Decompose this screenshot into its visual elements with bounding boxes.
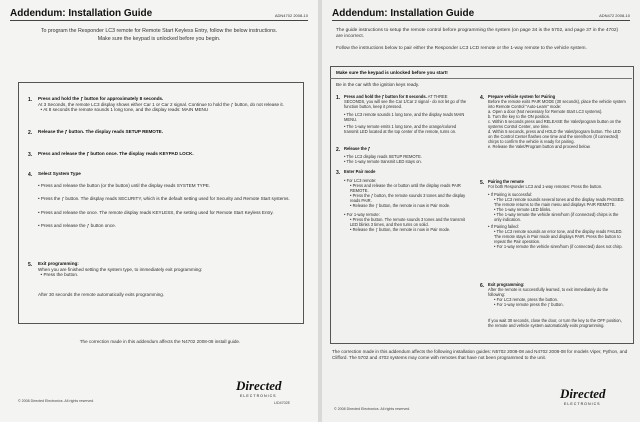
- left-header-code: ADN4702 2008-10: [274, 13, 308, 18]
- right-step-1: Press and hold the ƒ button for 8 seconds. AT THREE SECONDS, you will see the Car 1/Car 2 signal - do not let go of the function button, keep it pressed. • The LC3 remote sounds 1 long tone, and the display reads MAIN MENU. • The 1-way remote emits 1 long tone, and the orange/colored transmit LED located at the top center of the remote, turns on.: [344, 94, 470, 134]
- left-step-2: [38, 129, 296, 135]
- right-divider: [330, 78, 632, 79]
- left-step-2-title: Release the ƒ button. The display reads SETUP REMOTE.: [38, 129, 163, 134]
- right-step-3-item-1: • For LC3 remote:: [344, 178, 377, 183]
- right-step-5-item-2: • The LC3 remote sounds several tones and the display reads PASSED. The remote returns to the main menu and displays PAIR REMOTE.: [494, 197, 625, 207]
- right-step-1-bullet-1: • The LC3 remote sounds 1 long tone, and the display reads MAIN MENU.: [344, 112, 465, 122]
- right-step-4-item-e: e. Release the Valet/Program button and proceed below.: [488, 144, 591, 149]
- right-step-5: Pairing the remote For both Responder LC3 and 1-way remotes: Press the button. • If Pairing is successful: • The LC3 remote sounds several tones and the display reads PASSED. The remote returns to the main menu and displays PAIR REMOTE. • The 1-way remote LED blinks. • The 1-way remote the vehicle siren/horn (if connected) chirps is the only indication. • If Pairing failed: • The LC3 remote sounds an error tone, and the display reads FAILED. The remote stays in Pair mode and displays PAIR. Press the button to repeat the Pair operation. • For 1-way remote the vehicle siren/horn (if connected) does not chirp.: [488, 179, 625, 249]
- right-intro-line2: Follow the instructions below to pair either the Responder LC3 LCD remote or the 1-way remote to the vehicle system.: [336, 45, 587, 51]
- left-page: [0, 0, 318, 422]
- left-step-5-num: 5.: [28, 262, 33, 268]
- left-step-4-bullet-3: • Press and release the once. The remote display reads KEYLESS, the setting used for Remote Start Keyless Entry.: [38, 209, 274, 215]
- right-step-1-num: 1.: [336, 95, 341, 101]
- right-step-5-num: 5.: [480, 180, 485, 186]
- left-step-4-num: 4.: [28, 172, 33, 178]
- right-step-3-item-6: • Press the button. The remote sounds 3 tones and the transmit LED blinks 3 times, and then turns on solid.: [350, 217, 465, 227]
- right-step-1-bullet-2: • The 1-way remote emits 1 long tone, and the orange/colored transmit LED located at the top center of the remote, turns on.: [344, 124, 457, 134]
- right-step-4-item-d: d. Within 5 seconds, press and HOLD the Valet/program button. The LED on the Control Center flashes one time and the siren/horn (if connected) chirps to confirm the vehicle is ready for pairing.: [488, 129, 621, 144]
- right-header: [332, 6, 630, 21]
- right-step-5-item-4: • The 1-way remote the vehicle siren/horn (if connected) chirps is the only indication.: [494, 212, 619, 222]
- left-step-3-title: Press and release the ƒ button once. The display reads KEYPAD LOCK.: [38, 151, 194, 156]
- right-step-3-item-5: • For 1-way remote:: [344, 212, 380, 217]
- right-step-3-num: 3.: [336, 170, 341, 176]
- left-step-5-body: When you are finished setting the system type, to immediately exit programming:: [38, 266, 203, 272]
- left-header: [10, 6, 308, 21]
- right-step-5-item-1: • If Pairing is successful:: [488, 192, 533, 197]
- left-correction: The correction made in this addendum affects the N4702 2008-08 install guide.: [79, 339, 241, 344]
- right-step-2: Release the ƒ • The LC3 display reads SETUP REMOTE. • The 1-way remote transmit LED stays on.: [344, 146, 470, 164]
- right-step-6: Exit programming: After the remote is successfully learned, to exit immediately do the following: • For LC3 remote, press the button. • For 1-way remote press the ƒ button.: [488, 282, 626, 307]
- right-step-4-item-a: a. Open a door (Not necessary for Remote Start LC3 systems).: [488, 109, 603, 114]
- right-step-3: Enter Pair mode • For LC3 remote: • Press and release the or button until the display reads PAIR REMOTE. • Press the ƒ button, the remote sounds 3 tones and the display reads PAIR. • Release the ƒ button, the remote is now in Pair mode. • For 1-way remote: • Press the button. The remote sounds 3 tones and the transmit LED blinks 3 times, and then turns on solid. • Release the ƒ button, the remote is now in Pair mode.: [344, 169, 470, 232]
- right-step-3-item-4: • Release the ƒ button, the remote is now in Pair mode.: [350, 203, 451, 208]
- left-step-4-bullet-2: • Press the ƒ button. The display reads SECURITY, which is the default setting used for Security and Remote Start systems.: [38, 196, 290, 202]
- left-step-4-title: Select System Type: [38, 171, 81, 176]
- left-header-title: Addendum: Installation Guide: [10, 8, 153, 19]
- right-step-5-item-7: • For 1-way remote the vehicle siren/horn (if connected) does not chirp.: [494, 244, 623, 249]
- right-step-2-bullet-1: • The LC3 display reads SETUP REMOTE.: [344, 154, 422, 159]
- right-step-4-item-c: c. Within 5 seconds press and RELEASE the Valet/program button on the systems Control Center, one time.: [488, 119, 622, 129]
- right-step-4-item-b: b. Turn the key to the ON position.: [488, 114, 551, 119]
- right-intro: [336, 28, 626, 52]
- right-step-3-item-2: • Press and release the or button until the display reads PAIR REMOTE.: [350, 183, 461, 193]
- left-step-3: [38, 151, 296, 157]
- left-intro-line2: Make sure the keypad is unlocked before you begin.: [97, 35, 221, 42]
- left-step-4-bullet-4: • Press and release the ƒ button once.: [38, 223, 116, 229]
- right-step-6-item-1: • For LC3 remote, press the button.: [494, 297, 559, 302]
- right-step-4: Prepare vehicle system for Pairing Before the remote exits PAIR MODE (30 seconds), place the vehicle system into Remote Control "Auto-Learn" mode: a. Open a door (Not necessary for Remote Start LC3 systems). b. Turn the key to the ON position. c. Within 5 seconds press and RELEASE the Valet/program button on the systems Control Center, one time. d. Within 5 seconds, press and HOLD the Valet/program button. The LED on the Control Center flashes one time and the siren/horn (if connected) chirps to confirm the vehicle is ready for pairing. e. Release the Valet/Program button and proceed below.: [488, 94, 626, 149]
- right-logo-sub: ELECTRONICS: [564, 402, 601, 406]
- right-page: [322, 0, 640, 422]
- right-ignition-note: Be in the car with the ignition keys ready.: [336, 82, 420, 87]
- left-step-5: Exit programming: When you are finished setting the system type, to immediately exit programming: • Press the button.: [38, 261, 203, 278]
- left-step-5-title: Exit programming:: [38, 261, 79, 266]
- right-step-5-item-5: • If Pairing failed:: [488, 224, 519, 229]
- left-copyright: © 2008 Directed Electronics. All rights reserved.: [18, 399, 95, 403]
- left-logo-code: LID4702E: [274, 401, 290, 405]
- left-step-1-num: 1.: [28, 97, 33, 103]
- right-step-5-item-6: • The LC3 remote sounds an error tone, and the display reads FAILED. The remote stays in Pair mode and displays PAIR. Press the button to repeat the Pair operation.: [494, 229, 623, 244]
- right-copyright: © 2008 Directed Electronics. All rights reserved.: [334, 407, 411, 411]
- right-header-code: ADN472 2008-10: [599, 13, 630, 18]
- right-header-title: Addendum: Installation Guide: [332, 8, 475, 19]
- left-intro: [14, 28, 304, 43]
- left-step-4-bullet-1: • Press and release the button (or the button) until the display reads SYSTEM TYPE.: [38, 182, 211, 188]
- left-logo: Directed: [236, 378, 282, 393]
- right-keypad-note: Make sure the keypad is unlocked before you start!: [336, 70, 448, 75]
- left-step-1-body: At 3 Seconds, the remote LC3 display shows either Car 1 or Car 2 signal. Continue to hold the ƒ button, do not release it.: [38, 101, 284, 107]
- left-step-1: Press and hold the ƒ button for approximately 8 seconds. At 3 Seconds, the remote LC3 display shows either Car 1 or Car 2 signal. Continue to hold the ƒ button, do not release it. • At 8 seconds the remote sounds 1 long tone, and the display reads: MAIN MENU: [38, 96, 284, 113]
- right-auto-exit: If you wait 30 seconds, close the door, or turn the key to the OFF position, the remote and vehicle system automatically exits programming.: [488, 318, 622, 328]
- left-intro-line1: To program the Responder LC3 remote for Remote Start Keyless Entry, follow the below instructions.: [40, 28, 278, 34]
- right-step-4-num: 4.: [480, 95, 485, 101]
- left-step-1-bullet: At 8 seconds the remote sounds 1 long tone, and the display reads: MAIN MENU: [43, 107, 209, 113]
- right-step-3-item-7: • Release the ƒ button, the remote is now in Pair mode.: [350, 227, 451, 232]
- right-step-2-num: 2.: [336, 147, 341, 153]
- right-step-6-num: 6.: [480, 283, 485, 289]
- left-logo-sub: ELECTRONICS: [240, 394, 277, 398]
- left-step-2-num: 2.: [28, 130, 33, 136]
- left-auto-exit: After 30 seconds the remote automatically exits programming.: [38, 292, 165, 297]
- right-step-3-item-3: • Press the ƒ button, the remote sounds 3 tones and the display reads PAIR.: [350, 193, 466, 203]
- left-step-4: [38, 171, 296, 229]
- right-intro-line1: The guide instructions to setup the remote control before programming the system (on page 34 is the 5702, and page 37 in the 4702) are incorrect.: [336, 28, 619, 40]
- left-step-3-num: 3.: [28, 152, 33, 158]
- right-step-6-item-2: • For 1-way remote press the ƒ button.: [494, 302, 564, 307]
- right-step-5-item-3: • The 1-way remote LED blinks.: [494, 207, 552, 212]
- right-step-2-bullet-2: • The 1-way remote transmit LED stays on.: [344, 159, 422, 164]
- right-logo: Directed: [560, 386, 606, 401]
- left-step-5-bullet: Press the button.: [43, 272, 79, 278]
- left-step-1-title: Press and hold the ƒ button for approximately 8 seconds.: [38, 96, 164, 101]
- right-correction: The correction made in this addendum affects the following installation guides: N5702 2008-08 and N4702 2008-08 for models Viper, Python, and Clifford. The 5702 and 4702 systems may come with remotes that have not been programmed to the unit.: [332, 349, 628, 360]
